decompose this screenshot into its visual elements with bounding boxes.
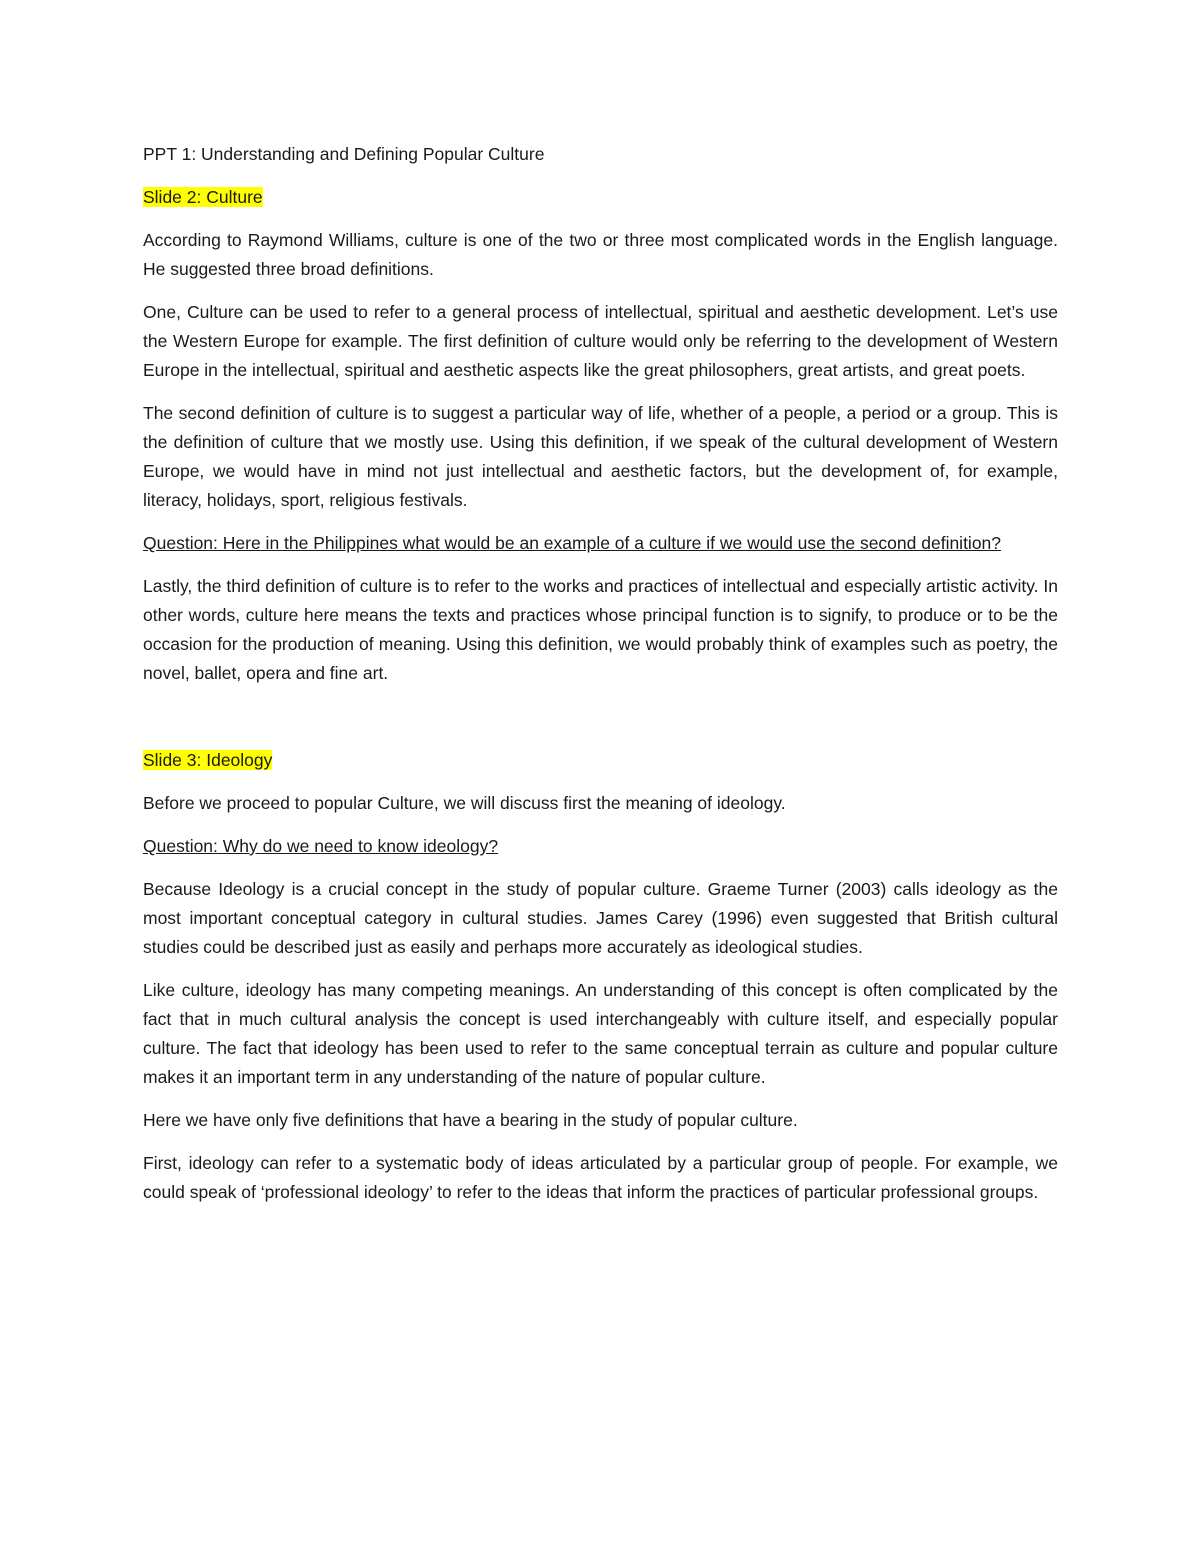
paragraph: Lastly, the third definition of culture is to refer to the works and practices of intellectual and especially artistic activity. In other words, culture here means the texts and practices whose principal function is to signify, to produce or to be the occasion for the production of meaning. Using this definition, we would probably think of examples such as poetry, the novel, ballet, opera and fine art. <box>143 576 1058 683</box>
document-title: PPT 1: Understanding and Defining Popular Culture <box>143 144 545 164</box>
paragraph: The second definition of culture is to suggest a particular way of life, whether of a people, a period or a group. This is the definition of culture that we mostly use. Using this definition, if we speak of the cultural development of Western Europe, we would have in mind not just intellectual and aesthetic factors, but the development of, for example, literacy, holidays, sport, religious festivals. <box>143 403 1058 510</box>
paragraph: Here we have only five definitions that have a bearing in the study of popular culture. <box>143 1110 798 1130</box>
document-page <box>143 140 1058 1221</box>
paragraph: According to Raymond Williams, culture is one of the two or three most complicated words in the English language. He suggested three broad definitions. <box>143 230 1058 279</box>
slide-2-heading <box>143 183 1058 212</box>
slide-3-heading <box>143 746 1058 775</box>
paragraph: Like culture, ideology has many competing meanings. An understanding of this concept is often complicated by the fact that in much cultural analysis the concept is used interchangeably with culture itself, and especially popular culture. The fact that ideology has been used to refer to the same conceptual terrain as culture and popular culture makes it an important term in any understanding of the nature of popular culture. <box>143 980 1058 1087</box>
slide-3-heading-text: Slide 3: Ideology <box>143 750 273 770</box>
paragraph: Before we proceed to popular Culture, we will discuss first the meaning of ideology. <box>143 793 786 813</box>
question: Question: Here in the Philippines what would be an example of a culture if we would use the second definition? <box>143 533 1002 553</box>
paragraph: One, Culture can be used to refer to a general process of intellectual, spiritual and aesthetic development. Let’s use the Western Europe for example. The first definition of culture would only be referring to the development of Western Europe in the intellectual, spiritual and aesthetic aspects like the great philosophers, great artists, and great poets. <box>143 302 1058 380</box>
paragraph: First, ideology can refer to a systematic body of ideas articulated by a particular group of people. For example, we could speak of ‘professional ideology’ to refer to the ideas that inform the practices of particular professional groups. <box>143 1153 1058 1202</box>
paragraph: Because Ideology is a crucial concept in the study of popular culture. Graeme Turner (2003) calls ideology as the most important conceptual category in cultural studies. James Carey (1996) even suggested that British cultural studies could be described just as easily and perhaps more accurately as ideological studies. <box>143 879 1058 957</box>
slide-2-heading-text: Slide 2: Culture <box>143 187 263 207</box>
question: Question: Why do we need to know ideology? <box>143 836 499 856</box>
spacer <box>143 702 1058 746</box>
